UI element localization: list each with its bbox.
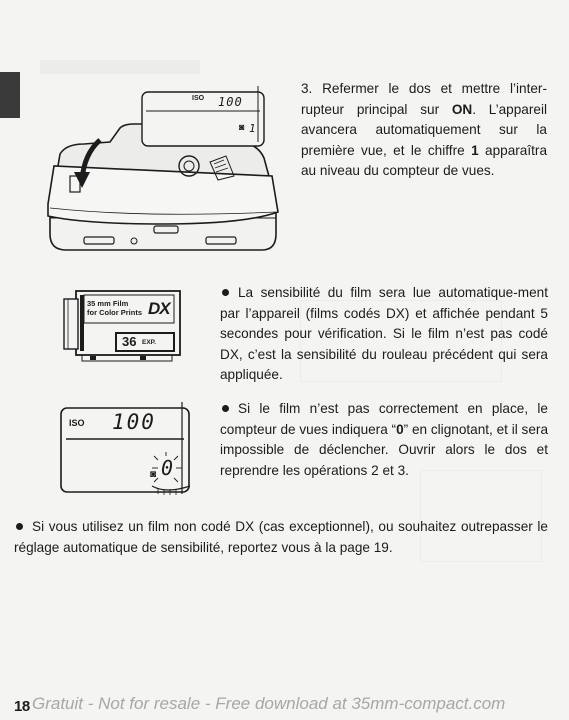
blinking-zero-label: 0 — [396, 421, 404, 437]
frame-one-label: 1 — [471, 142, 479, 158]
step-3-paragraph — [301, 79, 547, 182]
bullet-icon — [16, 523, 23, 530]
page-number: 18 — [14, 698, 30, 715]
film-label-line2: for Color Prints — [87, 308, 143, 317]
film-error-text-a: Si le film n’est pas correctement en place, le compteur de vues indiquera “ — [220, 401, 548, 437]
step-3-text-b: . L’appareil avancera automatiquement sur la première vue, et le chiffre — [301, 101, 547, 158]
bullet-icon — [222, 289, 229, 296]
film-error-paragraph — [220, 399, 548, 481]
lcd-error-counter-blinking: 0 — [161, 456, 174, 480]
film-exposures: 36 — [122, 334, 137, 349]
lcd-error-iso-label: ISO — [69, 418, 85, 428]
lcd-top-counter: 1 — [249, 122, 256, 135]
film-counter-icon: ◙ — [150, 469, 157, 480]
lcd-error-illustration — [60, 402, 200, 498]
non-dx-paragraph — [14, 517, 548, 558]
film-cartridge-illustration — [60, 287, 190, 367]
lcd-top-iso-value: 100 — [218, 95, 243, 109]
lcd-top-iso-label: ISO — [192, 95, 205, 102]
lcd-error-iso-value: 100 — [112, 410, 156, 434]
switch-on-label: ON — [451, 101, 473, 117]
dx-logo: DX — [148, 299, 170, 318]
camera-back-illustration — [44, 84, 284, 262]
dx-sensitivity-text: La sensibilité du film sera lue automatique-ment par l’appareil (films codés DX) et affichée pendant 5 secondes pour vérification. Si le film n’est pas codé DX, c’est la sensibilité du rouleau précédent qui sera appliquée. — [220, 285, 548, 382]
bullet-icon — [222, 405, 229, 412]
film-label-line1: 35 mm Film — [87, 299, 129, 308]
film-exp-label: EXP. — [142, 339, 156, 346]
non-dx-text: Si vous utilisez un film non codé DX (cas exceptionnel), ou souhaitez outrepasser le réglage automatique de sensibilité, reportez vous à la page 19. — [14, 519, 548, 555]
step-3-text-a: 3. Refermer le dos et mettre l’inter-rupteur principal sur — [301, 81, 547, 117]
film-counter-icon: ◙ — [239, 122, 245, 132]
film-error-text-b: ” en clignotant, et il sera impossible de déclencher. Ouvrir alors le dos et reprendre les opérations 2 et 3. — [220, 421, 549, 478]
footer-watermark: Gratuit - Not for resale - Free download at 35mm-compact.com — [32, 694, 506, 713]
section-tab — [0, 72, 20, 118]
dx-sensitivity-paragraph — [220, 283, 548, 386]
step-3-text-c: apparaîtra au niveau du compteur de vues. — [301, 142, 548, 178]
